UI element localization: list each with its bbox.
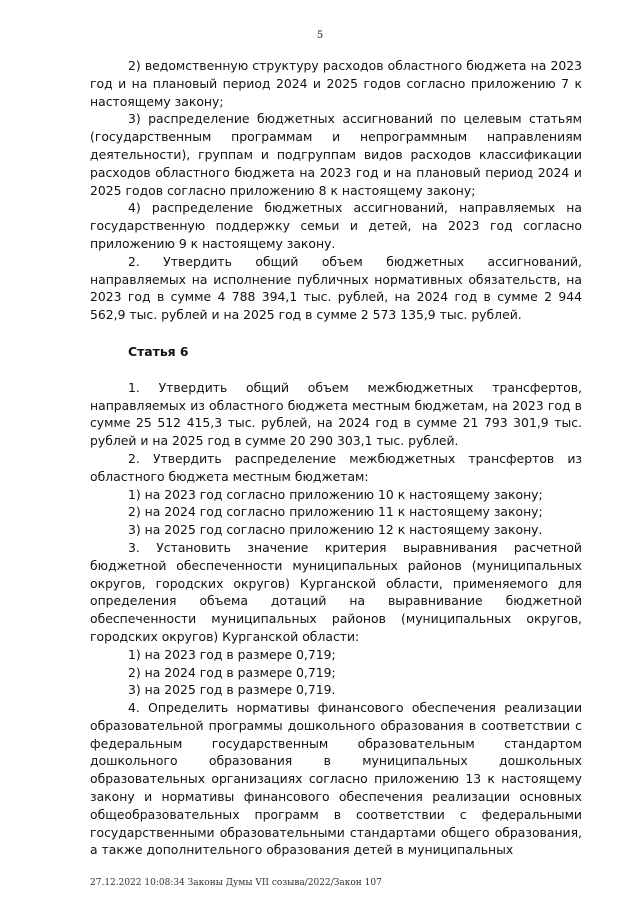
- paragraph: 4. Определить нормативы финансового обеспечения реализации образовательной программы дошкольного образования в соответствии с федеральным государственным образовательным стандартом дошкольного образования в муниципальных дошкольных образовательных организациях согласно приложению 13 к настоящему закону и нормативы финансового обеспечения реализации основных общеобразовательных программ в соответствии с федеральными государственными образовательными стандартами общего образования, а также дополнительного образования детей в муниципальных: [90, 700, 582, 858]
- list-item: 1) на 2023 год согласно приложению 10 к настоящему закону;: [128, 486, 543, 502]
- page-number: 5: [316, 30, 324, 41]
- document-footer: 27.12.2022 10:08:34 Законы Думы VII созыва/2022/Закон 107: [90, 878, 382, 888]
- list-item: 2) на 2024 год в размере 0,719;: [128, 664, 336, 680]
- list-item: 1) на 2023 год в размере 0,719;: [128, 646, 336, 662]
- paragraph: 3) распределение бюджетных ассигнований по целевым статьям (государственным программам и непрограммным направлениям деятельности), группам и подгруппам видов расходов классификации расходов областного бюджета на 2023 год и на плановый период 2024 и 2025 годов согласно приложению 8 к настоящему закону;: [90, 111, 582, 198]
- paragraph: 1. Утвердить общий объем межбюджетных трансфертов, направляемых из областного бюджета местным бюджетам, на 2023 год в сумме 25 512 415,3 тыс. рублей, на 2024 год в сумме 21 793 301,9 тыс. рублей и на 2025 год в сумме 20 290 303,1 тыс. рублей.: [90, 379, 582, 449]
- list-item: 2) на 2024 год согласно приложению 11 к настоящему закону;: [128, 504, 543, 520]
- list-item: 3) на 2025 год согласно приложению 12 к настоящему закону.: [128, 522, 543, 538]
- article-heading: Статья 6: [128, 343, 189, 359]
- paragraph: 4) распределение бюджетных ассигнований, направляемых на государственную поддержку семьи и детей, на 2023 год согласно приложению 9 к настоящему закону.: [90, 200, 582, 251]
- paragraph: 2. Утвердить распределение межбюджетных трансфертов из областного бюджета местным бюджетам:: [90, 450, 582, 484]
- paragraph: 3. Установить значение критерия выравнивания расчетной бюджетной обеспеченности муниципальных районов (муниципальных округов, городских округов) Курганской области, применяемого для определения объема дотаций на выравнивание бюджетной обеспеченности муниципальных районов (муниципальных округов, городских округов) Курганской области:: [90, 539, 582, 644]
- list-item: 3) на 2025 год в размере 0,719.: [128, 682, 336, 698]
- paragraph: 2) ведомственную структуру расходов областного бюджета на 2023 год и на плановый период 2024 и 2025 годов согласно приложению 7 к настоящему закону;: [90, 58, 582, 109]
- paragraph: 2. Утвердить общий объем бюджетных ассигнований, направляемых на исполнение публичных нормативных обязательств, на 2023 год в сумме 4 788 394,1 тыс. рублей, на 2024 год в сумме 2 944 562,9 тыс. рублей и на 2025 год в сумме 2 573 135,9 тыс. рублей.: [90, 253, 582, 323]
- document-body: [90, 57, 582, 859]
